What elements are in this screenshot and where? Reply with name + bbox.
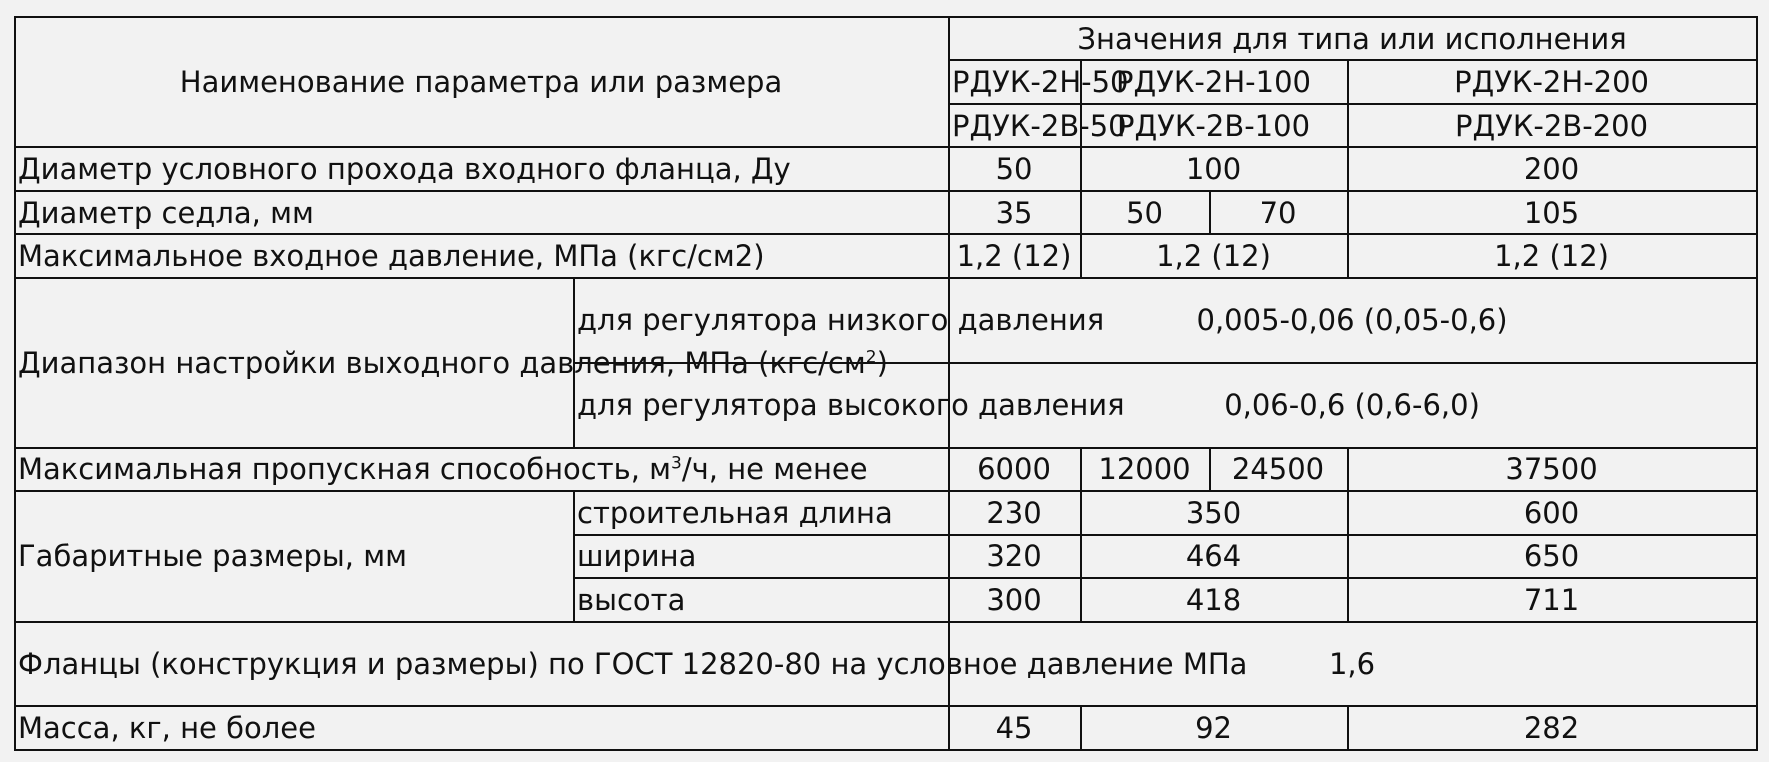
value-cell: 0,005-0,06 (0,05-0,6) (949, 278, 1757, 363)
superscript: 2 (865, 347, 877, 368)
row-seat-diameter (15, 191, 1757, 234)
param-header: Наименование параметра или размера (179, 65, 783, 100)
type-cell: РДУК-2Н-100 (1081, 60, 1348, 103)
value-cell: 0,06-0,6 (0,6-6,0) (949, 363, 1757, 448)
value-cell: 350 (1081, 491, 1348, 534)
superscript: 3 (671, 453, 682, 474)
row-capacity (15, 448, 1757, 491)
value-cell: 711 (1348, 578, 1757, 621)
row-label: Габаритные размеры, мм (15, 491, 574, 621)
capacity-label: Максимальная пропускная способность, м (18, 452, 672, 487)
outlet-range-label: Диапазон настройки выходного давления, МПа (кгс/см (18, 345, 866, 380)
value-cell: 600 (1348, 491, 1757, 534)
value-cell: 300 (949, 578, 1081, 621)
value-cell: 418 (1081, 578, 1348, 621)
value-cell: 50 (949, 147, 1081, 190)
type-cell: РДУК-2В-200 (1348, 104, 1757, 147)
value-cell: 1,2 (12) (1348, 234, 1757, 277)
value-cell: 6000 (949, 448, 1081, 491)
row-max-inlet-pressure (15, 234, 1757, 277)
sub-label: для регулятора высокого давления (574, 363, 949, 448)
row-label: Диаметр седла, мм (15, 191, 949, 234)
value-cell: 1,2 (12) (1081, 234, 1348, 277)
row-flanges (15, 622, 1757, 707)
values-header-cell (949, 17, 1757, 60)
row-label: Фланцы (конструкция и размеры) по ГОСТ 12820-80 на условное давление МПа (15, 622, 949, 707)
value-cell: 650 (1348, 535, 1757, 578)
sub-label: высота (574, 578, 949, 621)
value-cell: 92 (1081, 706, 1348, 750)
value-cell: 35 (949, 191, 1081, 234)
type-cell: РДУК-2В-50 (949, 104, 1081, 147)
value-cell: 70 (1210, 191, 1348, 234)
row-outlet-range-low (15, 278, 1757, 363)
param-header-cell (15, 17, 949, 147)
sub-label: строительная длина (574, 491, 949, 534)
row-mass (15, 706, 1757, 750)
value-cell: 1,6 (949, 622, 1757, 707)
value-cell: 230 (949, 491, 1081, 534)
value-cell: 12000 (1081, 448, 1210, 491)
row-label (15, 448, 949, 491)
row-dimensions-length (15, 491, 1757, 534)
header-row-1 (15, 17, 1757, 60)
row-label: Максимальное входное давление, МПа (кгс/см2) (15, 234, 949, 277)
outlet-range-label-tail: ) (876, 345, 888, 380)
sub-label: ширина (574, 535, 949, 578)
value-cell: 105 (1348, 191, 1757, 234)
value-cell: 320 (949, 535, 1081, 578)
row-label: Диаметр условного прохода входного фланца, Ду (15, 147, 949, 190)
value-cell: 200 (1348, 147, 1757, 190)
type-cell: РДУК-2Н-200 (1348, 60, 1757, 103)
type-cell: РДУК-2В-100 (1081, 104, 1348, 147)
value-cell: 1,2 (12) (949, 234, 1081, 277)
sub-label: для регулятора низкого давления (574, 278, 949, 363)
type-cell: РДУК-2Н-50 (949, 60, 1081, 103)
row-nominal-diameter (15, 147, 1757, 190)
value-cell: 24500 (1210, 448, 1348, 491)
value-cell: 100 (1081, 147, 1348, 190)
value-cell: 50 (1081, 191, 1210, 234)
values-header: Значения для типа или исполнения (1077, 21, 1627, 56)
specification-table (14, 16, 1758, 751)
value-cell: 37500 (1348, 448, 1757, 491)
value-cell: 282 (1348, 706, 1757, 750)
value-cell: 45 (949, 706, 1081, 750)
row-label: Масса, кг, не более (15, 706, 949, 750)
capacity-label-tail: /ч, не менее (681, 452, 868, 487)
value-cell: 464 (1081, 535, 1348, 578)
